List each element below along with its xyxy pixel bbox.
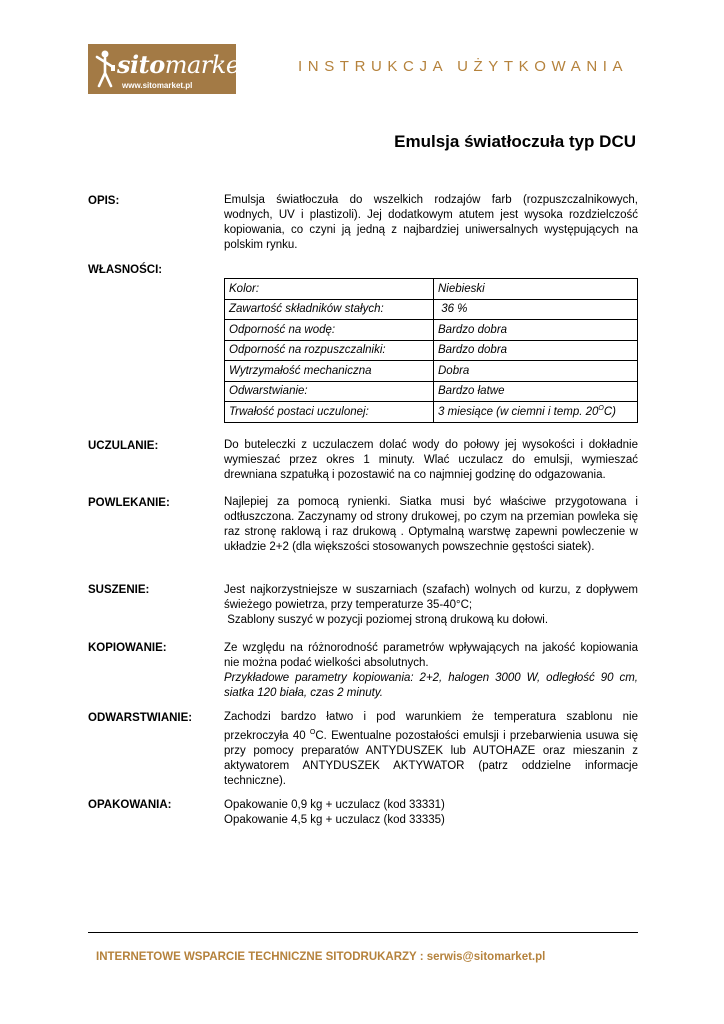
section-label-odwarstwianie: ODWARSTWIANIE: bbox=[88, 712, 193, 724]
table-row: Odporność na rozpuszczalniki: Bardzo dobra bbox=[225, 340, 638, 361]
logo-brand: sitomarket bbox=[117, 50, 249, 79]
section-text-uczulanie: Do buteleczki z uczulaczem dolać wody do połowy jej wysokości i dokładnie wymieszać przez okres 1 minuty. Wlać uczulacz do emulsji, wymieszać drewniana szpatułką i pozostawić na co najmniej godzinę do odgazowania. bbox=[224, 439, 638, 481]
section-text-suszenie: Jest najkorzystniejsze w suszarniach (szafach) wolnych od kurzu, z dopływem świeżego powietrza, przy temperaturze 35-40°C; Szablony suszyć w pozycji poziomej stroną drukową ku dołowi. bbox=[224, 584, 638, 626]
logo-url: www.sitomarket.pl bbox=[122, 81, 193, 90]
printer-figure-icon bbox=[94, 49, 116, 89]
section-text-powlekanie: Najlepiej za pomocą rynienki. Siatka musi być właściwe przygotowana i odtłuszczona. Zaczynamy od strony drukowej, po czym na przemian powleka się raz stronę raklową i raz drukową . Optymalną warstwę zapewni powleczenie w układzie 2+2 (dla większości stosowanych powszechnie gęstości siatek). bbox=[224, 496, 638, 553]
section-label-opis: OPIS: bbox=[88, 195, 120, 207]
section-label-opakowania: OPAKOWANIA: bbox=[88, 799, 172, 811]
section-text-opis: Emulsja światłoczuła do wszelkich rodzajów farb (rozpuszczalnikowych, wodnych, UV i plastizoli). Jej dodatkowym atutem jest wysoka rozdzielczość kopiowania, co czyni ją jedną z najbardziej uniwersalnych występujących na polskim rynku. bbox=[224, 194, 638, 251]
table-row: Kolor: Niebieski bbox=[225, 279, 638, 300]
table-row: Odwarstwianie: Bardzo łatwe bbox=[225, 381, 638, 402]
sitomarket-logo bbox=[88, 44, 249, 94]
document-title: Emulsja światłoczuła typ DCU bbox=[394, 132, 636, 151]
section-text-opakowania: Opakowanie 0,9 kg + uczulacz (kod 33331) Opakowanie 4,5 kg + uczulacz (kod 33335) bbox=[224, 799, 445, 826]
table-row: Wytrzymałość mechaniczna Dobra bbox=[225, 361, 638, 382]
section-label-suszenie: SUSZENIE: bbox=[88, 584, 150, 596]
table-row: Zawartość składników stałych: 36 % bbox=[225, 299, 638, 320]
table-row: Odporność na wodę: Bardzo dobra bbox=[225, 320, 638, 341]
header-title: INSTRUKCJA UŻYTKOWANIA bbox=[298, 58, 629, 75]
section-label-wlasnosci: WŁASNOŚCI: bbox=[88, 264, 163, 276]
section-label-powlekanie: POWLEKANIE: bbox=[88, 497, 170, 509]
section-label-uczulanie: UCZULANIE: bbox=[88, 440, 159, 452]
section-label-kopiowanie: KOPIOWANIE: bbox=[88, 642, 167, 654]
properties-table bbox=[224, 278, 638, 423]
section-text-odwarstwianie: Zachodzi bardzo łatwo i pod warunkiem że temperatura szablonu nie przekroczyła 40 $^O$C. Ewentualne pozostałości emulsji i przebarwienia usuwa się przy pomocy preparatów ANTYDUSZEK lub AUTOHAZE oraz mieszanin z aktywatorem ANTYDUSZEK AKTYWATOR (patrz oddzielne informacje techniczne). bbox=[224, 711, 638, 787]
footer-support-text: INTERNETOWE WSPARCIE TECHNICZNE SITODRUKARZY : serwis@sitomarket.pl bbox=[96, 951, 546, 963]
table-row: Trwałość postaci uczulonej: 3 miesiące (w ciemni i temp. $20^OC$) bbox=[225, 402, 638, 423]
footer-divider bbox=[88, 932, 638, 933]
section-text-kopiowanie: Ze względu na różnorodność parametrów wpływających na jakość kopiowania nie można podać wielkości absolutnych. Przykładowe parametry kopiowania: 2+2, halogen 3000 W, odległość 90 cm, siatka 120 biała, czas 2 minuty. bbox=[224, 642, 638, 699]
